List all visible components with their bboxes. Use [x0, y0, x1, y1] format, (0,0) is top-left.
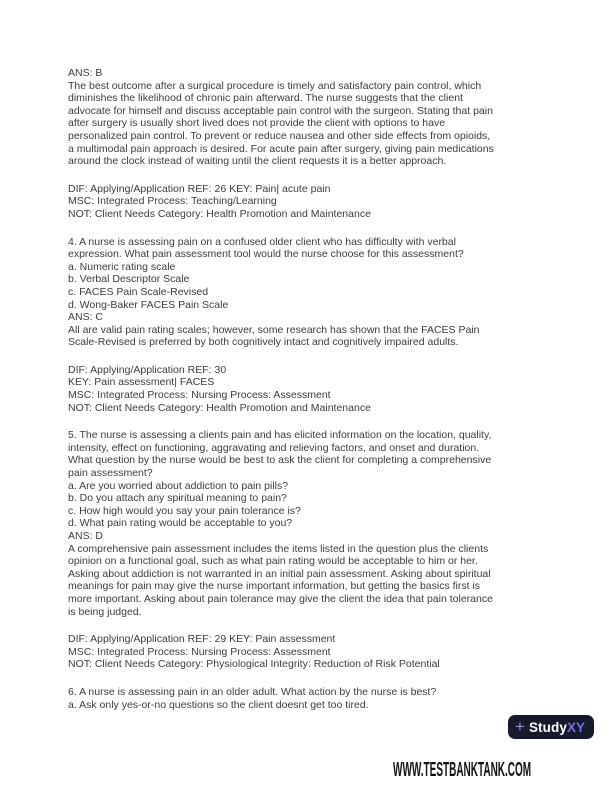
text-line: ANS: B: [68, 67, 103, 79]
text-line: c. How high would you say your pain tolerance is?: [68, 504, 301, 517]
text-line: a. Ask only yes-or-no questions so the client doesnt get too tired.: [68, 698, 369, 711]
text-line: b. Verbal Descriptor Scale: [68, 273, 190, 286]
text-line: d. What pain rating would be acceptable to you?: [68, 517, 293, 530]
text-line: All are valid pain rating scales; however, some research has shown that the FACES Pain: [68, 323, 480, 336]
text-line: d. Wong-Baker FACES Pain Scale: [68, 298, 229, 311]
text-line: ANS: D: [68, 530, 104, 542]
text-line: KEY: Pain assessment| FACES: [68, 376, 215, 389]
text-line: a. Numeric rating scale: [68, 260, 176, 273]
text-line: DIF: Applying/Application REF: 29 KEY: Pain assessment: [68, 633, 336, 646]
text-line: MSC: Integrated Process: Nursing Process: Assessment: [68, 645, 331, 658]
text-line: personalized pain control. To prevent or reduce nausea and other side effects from opioids,: [68, 129, 491, 142]
website-url: WWW.TESTBANKTANK.COM: [393, 759, 532, 781]
text-line: 4. A nurse is assessing pain on a confused older client who has difficulty with verbal: [68, 235, 456, 248]
question-6: [68, 686, 556, 711]
text-line: expression. What pain assessment tool would the nurse choose for this assessment?: [68, 248, 464, 261]
text-line: diminishes the likelihood of chronic pain afterward. The nurse suggests that the client: [68, 92, 463, 105]
answer-rationale-q3: [68, 67, 556, 168]
question-4: [68, 236, 556, 349]
text-line: NOT: Client Needs Category: Health Promotion and Maintenance: [68, 401, 371, 414]
text-line: a multimodal pain approach is desired. For acute pain after surgery, giving pain medications: [68, 142, 494, 155]
text-line: DIF: Applying/Application REF: 30: [68, 363, 227, 376]
text-line: Scale-Revised is preferred by both cognitively intact and cognitively impaired adults.: [68, 336, 459, 349]
text-line: What question by the nurse would be best to ask the client for completing a comprehensive: [68, 454, 492, 467]
text-line: Asking about addiction is not warranted in an initial pain assessment. Asking about spiritual: [68, 567, 491, 580]
text-line: intensity, effect on functioning, aggravating and relieving factors, and onset and duration.: [68, 441, 480, 454]
text-line: more important. Asking about pain tolerance may give the client the idea that pain tolerance: [68, 592, 493, 605]
text-line: MSC: Integrated Process: Nursing Process: Assessment: [68, 389, 331, 402]
text-line: NOT: Client Needs Category: Health Promotion and Maintenance: [68, 207, 371, 220]
text-line: 5. The nurse is assessing a clients pain and has elicited information on the location, quality,: [68, 429, 492, 442]
text-line: a. Are you worried about addiction to pain pills?: [68, 479, 289, 492]
text-line: ANS: C: [68, 311, 104, 324]
text-line: after surgery is usually short lived does not provide the client with options to have: [68, 117, 446, 130]
text-line: opinion on a functional goal, such as what pain rating would be acceptable to him or her.: [68, 555, 478, 568]
text-line: pain assessment?: [68, 467, 153, 480]
text-line: c. FACES Pain Scale-Revised: [68, 285, 209, 298]
text-line: The best outcome after a surgical procedure is timely and satisfactory pain control, which: [68, 79, 482, 92]
text-line: A comprehensive pain assessment includes the items listed in the question plus the clients: [68, 542, 489, 555]
brand-name-accent: XY: [566, 719, 586, 735]
document-text: [68, 67, 556, 726]
text-line: NOT: Client Needs Category: Physiological Integrity: Reduction of Risk Potential: [68, 658, 440, 671]
plus-icon: +: [515, 716, 525, 736]
tags-q5: [68, 633, 556, 671]
text-line: meanings for pain may give the nurse important information, but getting the basics first is: [68, 580, 481, 593]
text-line: b. Do you attach any spiritual meaning to pain?: [68, 492, 287, 505]
text-line: around the clock instead of waiting until the client requests it is a better approach.: [68, 155, 447, 168]
text-line: advocate for himself and discuss acceptable pain control with the surgeon. Stating that pain: [68, 104, 493, 117]
question-5: [68, 429, 556, 618]
tags-q4: [68, 364, 556, 414]
text-line: DIF: Applying/Application REF: 26 KEY: Pain| acute pain: [68, 182, 331, 195]
text-line: MSC: Integrated Process: Teaching/Learning: [68, 195, 277, 208]
text-line: is being judged.: [68, 605, 142, 618]
brand-name: [529, 720, 585, 735]
brand-name-primary: Study: [528, 719, 567, 735]
studyxy-badge[interactable]: [508, 715, 594, 739]
tags-q3: [68, 183, 556, 221]
text-line: 6. A nurse is assessing pain in an older adult. What action by the nurse is best?: [68, 685, 437, 698]
